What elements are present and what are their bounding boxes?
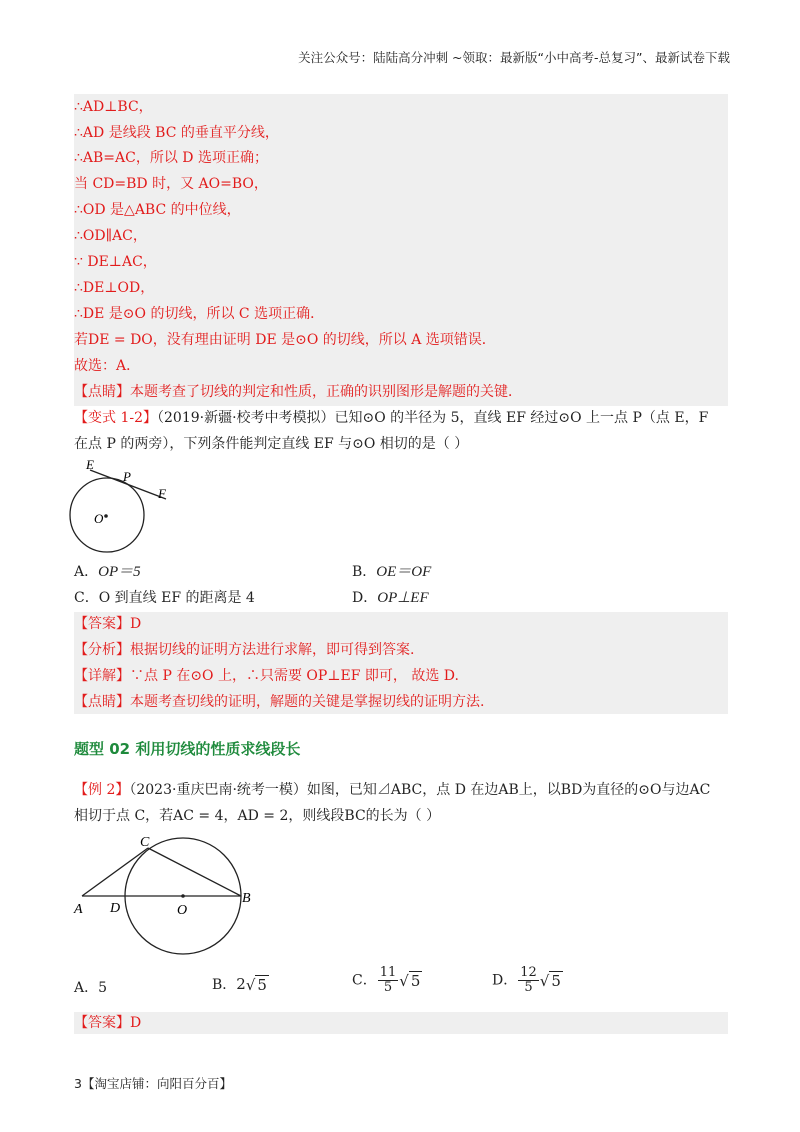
solution-line-5: ∴OD 是△ABC 的中位线， [74, 202, 241, 218]
variant-option-c [74, 588, 255, 608]
label-F: F [158, 486, 166, 501]
label-O: O [177, 903, 188, 918]
solution-line-1: ∴AD⊥BC， [74, 99, 153, 115]
solution-line-6: ∴OD∥AC， [74, 228, 147, 244]
variant-analysis [74, 640, 414, 660]
fraction-denominator: 5 [383, 980, 393, 995]
label-C: C [140, 835, 150, 850]
variant-answer [74, 614, 141, 634]
variant-figure [66, 452, 186, 562]
section-title: 题型 02 利用切线的性质求线段长 [74, 740, 301, 758]
option-text: OP⊥EF [377, 590, 429, 606]
example-tag: 【例 2】 [74, 782, 130, 798]
solution-line-11: 故选：A． [74, 358, 141, 374]
variant-option-d [352, 588, 429, 608]
detail-tag: 【详解】 [74, 668, 130, 684]
option-letter: C． [74, 590, 99, 606]
answer-value: D [130, 616, 142, 632]
variant-detail [74, 666, 459, 686]
page-footer [74, 1074, 232, 1092]
option-letter: D． [352, 590, 378, 606]
solution-line-3: ∴AB=AC，所以 D 选项正确； [74, 150, 268, 166]
label-A: A [74, 902, 83, 917]
example-answer [74, 1013, 141, 1033]
option-letter: A． [74, 564, 99, 580]
option-letter: B． [212, 977, 237, 993]
footer-text: 【淘宝店铺：向阳百分百】 [81, 1076, 232, 1091]
sqrt-symbol: √ 5 [245, 976, 267, 994]
label-E: E [86, 457, 94, 472]
variant-option-a [74, 562, 141, 582]
label-D: D [110, 901, 121, 916]
example-option-c [352, 966, 422, 995]
page-number: 3 [74, 1076, 82, 1091]
comment-tag: 【点睛】 [74, 694, 130, 710]
example-stem-text-1: （2023·重庆巴南·统考一模）如图，已知⊿ABC，点 D 在边AB上，以BD为直径的⊙O与边AC [129, 782, 711, 798]
fraction-numerator: 12 [520, 965, 537, 980]
comment-tag: 【点睛】 [74, 384, 130, 400]
solution-line-4: 当 CD=BD 时，又 AO=BO， [74, 176, 268, 192]
option-fraction [378, 966, 399, 995]
analysis-text: 根据切线的证明方法进行求解，即可得到答案. [130, 642, 415, 658]
option-letter: A． [74, 980, 99, 996]
fraction-denominator: 5 [524, 980, 533, 995]
answer-tag: 【答案】 [74, 1015, 130, 1031]
option-letter: D． [492, 972, 518, 989]
example-option-d [492, 966, 563, 995]
variant-comment [74, 692, 484, 712]
solution-line-7: ∵ DE⊥AC， [74, 254, 157, 270]
example-stem-line-2: 相切于点 C，若AC = 4，AD = 2，则线段BC的长为（ ） [74, 808, 441, 824]
variant-stem-line-1 [74, 408, 708, 428]
answer-value: D [130, 1015, 142, 1031]
option-letter: B． [352, 564, 377, 580]
variant-tag: 【变式 1-2】 [74, 410, 157, 426]
page-header: 关注公众号：陆陆高分冲刺 ~领取：最新版“小中高考-总复习”、最新试卷下载 [298, 50, 730, 65]
example-stem-line-1 [74, 780, 710, 800]
option-fraction [518, 966, 539, 995]
comment-text: 本题考查了切线的判定和性质，正确的识别图形是解题的关键． [130, 384, 522, 400]
sqrt-symbol: √ 5 [539, 971, 561, 990]
option-text: O 到直线 EF 的距离是 4 [98, 590, 255, 606]
label-B: B [242, 891, 251, 906]
variant-stem-line-2: 在点 P 的两旁），下列条件能判定直线 EF 与⊙O 相切的是（ ） [74, 436, 469, 452]
sqrt-symbol: √ 5 [399, 971, 421, 990]
comment-text: 本题考查切线的证明，解题的关键是掌握切线的证明方法. [130, 694, 485, 710]
example-option-b [212, 974, 269, 994]
option-coef: 2 [236, 975, 246, 993]
example-figure [66, 826, 266, 956]
variant-stem-text-1: （2019·新疆·校考中考模拟）已知⊙O 的半径为 5，直线 EF 经过⊙O 上一点 P（点 E，F [157, 410, 709, 426]
example-answer-block [74, 1012, 728, 1034]
solution-line-10: 若DE = DO，没有理由证明 DE 是⊙O 的切线，所以 A 选项错误． [74, 332, 496, 348]
variant-option-b [352, 562, 431, 582]
label-O: O [94, 511, 104, 526]
option-radicand: 5 [410, 971, 421, 990]
option-text: OE＝OF [376, 564, 432, 580]
example-option-a [74, 978, 107, 998]
analysis-tag: 【分析】 [74, 642, 130, 658]
option-text: 5 [98, 980, 108, 996]
option-radicand: 5 [257, 976, 267, 994]
detail-text: ∵点 P 在⊙O 上，∴只需要 OP⊥EF 即可， 故选 D. [130, 668, 459, 684]
solution-line-2: ∴AD 是线段 BC 的垂直平分线， [74, 125, 279, 141]
solution-line-9: ∴DE 是⊙O 的切线，所以 C 选项正确． [74, 306, 325, 322]
solution-comment [74, 382, 522, 402]
solution-line-8: ∴DE⊥OD， [74, 280, 155, 296]
label-P: P [123, 469, 131, 484]
answer-tag: 【答案】 [74, 616, 130, 632]
option-radicand: 5 [551, 971, 561, 990]
option-text: OP＝5 [98, 564, 141, 580]
option-letter: C． [352, 972, 377, 989]
fraction-numerator: 11 [379, 965, 397, 980]
